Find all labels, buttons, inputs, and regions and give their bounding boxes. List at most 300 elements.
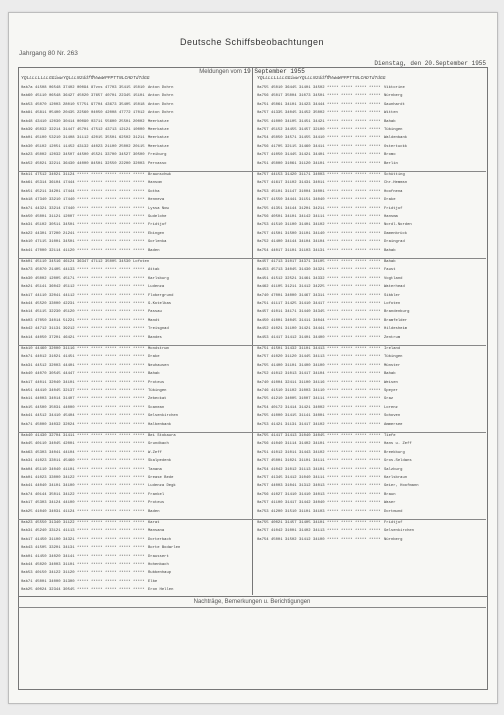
table-cell: 31101 [299,509,311,514]
table-cell: 15010 [133,86,145,90]
table-cell: ***** [355,161,367,166]
table-cell: 11452 [63,144,75,149]
table-cell: 31103 [299,248,311,253]
table-cell: ***** [119,240,131,245]
ship-name-cell: Brandenburg [384,310,410,315]
table-cell: ***** [327,492,339,497]
table-cell: 31443 [299,450,311,455]
table-cell: ***** [133,335,145,340]
table-cell: ***** [369,136,381,141]
table-cell: 0a751 [257,450,269,455]
table-cell: 0a754 [257,467,269,472]
table-cell: 45811 [35,111,47,116]
table-cell: 36104 [49,181,61,186]
table-cell: ***** [355,414,367,419]
table-cell: 53210 [49,136,61,141]
table-cell: ***** [355,153,367,158]
table-cell: 34003 [49,563,61,567]
table-cell: 45520 [35,302,47,306]
table-cell: 0a751 [257,347,269,351]
table-cell: ***** [119,579,131,584]
ship-name-cell: Schütting [384,173,405,177]
table-cell: ***** [77,414,89,419]
table-cell: ***** [341,442,353,447]
table-cell: 31431 [299,181,311,186]
table-cell: ***** [77,467,89,472]
table-cell: 31061 [285,161,297,166]
table-cell: ***** [369,459,381,464]
table-cell: ***** [119,414,131,419]
table-cell: 44012 [35,355,47,360]
table-cell: 31412 [285,335,297,340]
table-cell: ***** [327,405,339,410]
ship-name-cell: Pervasso [148,161,167,166]
table-cell: 44003 [35,397,47,402]
table-cell: ***** [91,268,103,273]
table-cell: 41012 [271,372,283,377]
table-cell: 34501 [313,94,325,99]
table-cell: 31211 [285,285,297,290]
table-cell: 35031 [49,405,61,410]
table-cell: 31101 [285,248,297,253]
table-cell: 34530 [119,260,131,264]
table-cell: ***** [77,563,89,567]
table-cell: 0ab74 [21,492,33,497]
table-cell: 31402 [299,442,311,447]
table-cell: 31124 [63,173,75,177]
table-cell: ***** [77,405,89,410]
table-cell: 41100 [271,501,283,506]
table-cell: ***** [119,293,131,298]
table-cell: 31073 [299,94,311,99]
table-cell: 31041 [285,484,297,489]
table-cell: 25002 [119,144,131,149]
ship-name-cell: Gros.Seldans [384,459,412,464]
table-cell: 0a753 [257,223,269,228]
table-cell: ***** [133,285,145,290]
table-cell: 45102 [35,223,47,228]
block-divider [18,519,486,520]
ship-name-cell: Draussert [148,554,169,559]
table-cell: ***** [341,215,353,219]
table-cell: 46421 [63,335,75,340]
table-cell: 31401 [299,223,311,228]
table-cell: ***** [355,136,367,141]
table-cell: 0ab60 [21,94,33,99]
table-cell: 43673 [105,102,117,107]
table-cell: ***** [327,434,339,438]
table-cell: ***** [369,310,381,315]
ship-name-cell: Gelsenkirchen [148,414,178,419]
table-cell: ***** [133,563,145,567]
table-cell: 0a755 [257,119,269,124]
table-cell: ***** [91,215,103,219]
ship-name-cell: Gaunhardt [384,102,405,107]
table-cell: ***** [341,414,353,419]
table-cell: ***** [105,302,117,306]
table-cell: ***** [341,318,353,323]
table-cell: ***** [369,223,381,228]
table-cell: 87vvs [91,86,103,90]
table-cell: 30500 [133,153,145,158]
table-cell: 41120 [63,248,75,253]
ship-name-cell: Draingrad [384,240,405,245]
table-cell: ***** [327,389,339,393]
table-cell: 45152 [271,128,283,132]
table-cell: ***** [355,492,367,497]
table-cell: ***** [91,476,103,480]
table-cell: ***** [133,173,145,177]
table-cell: ***** [341,537,353,542]
table-cell: 45002 [35,153,47,158]
table-cell: 31101 [299,347,311,351]
table-cell: ***** [327,327,339,332]
table-cell: 31100 [49,537,61,542]
table-cell: ***** [327,509,339,514]
table-cell: ***** [355,484,367,489]
table-cell: ***** [369,335,381,340]
table-cell: 0a451 [257,276,269,281]
table-cell: ***** [119,181,131,186]
table-cell: 31430 [299,268,311,273]
table-cell: ***** [91,422,103,427]
table-cell: ***** [369,484,381,489]
table-cell: ***** [91,206,103,211]
table-cell: 45000 [35,422,47,427]
table-cell: ***** [105,554,117,559]
table-cell: 44401 [63,363,75,368]
table-cell: 31412 [285,476,297,480]
table-cell: 0a755 [257,86,269,90]
table-cell: 45070 [35,102,47,107]
table-cell: 34421 [313,119,325,124]
ship-name-cell: Baden [148,248,160,253]
ship-name-cell: Attak [148,268,160,273]
table-cell: 31417 [299,372,311,377]
table-cell: 47772 [119,111,131,116]
table-cell: ***** [369,397,381,402]
table-cell: ***** [327,86,339,90]
table-cell: 0ab10 [21,347,33,351]
table-cell: ***** [119,442,131,447]
table-cell: ***** [105,529,117,534]
table-cell: 31410 [299,492,311,497]
table-cell: ***** [369,173,381,177]
table-cell: 41713 [271,260,283,264]
ship-name-cell: Anton Dohrn [148,86,174,90]
table-cell: ***** [327,260,339,264]
table-cell: ***** [327,136,339,141]
table-cell: 31432 [285,347,297,351]
column-header: N2ddff [77,76,94,81]
table-cell: ***** [91,310,103,315]
table-cell: ***** [119,529,131,534]
table-cell: 34111 [313,459,325,464]
table-cell: ***** [91,397,103,402]
table-cell: ***** [105,355,117,360]
table-cell: 0ab17 [21,380,33,385]
table-cell: ***** [341,102,353,107]
table-cell: 45713 [271,268,283,273]
table-cell: 0a755 [257,434,269,438]
table-cell: ***** [133,509,145,514]
table-cell: 42231 [63,302,75,306]
table-cell: ***** [369,161,381,166]
table-cell: 41617 [271,181,283,186]
table-cell: 41200 [271,509,283,514]
ship-name-cell: Meerkatze [148,119,169,124]
table-cell: 31116 [63,347,75,351]
table-cell: ***** [133,231,145,236]
table-cell: 31120 [285,355,297,360]
table-cell: 34371 [299,260,311,264]
table-cell: ***** [91,347,103,351]
table-cell: ***** [77,318,89,323]
table-cell: 41450 [35,554,47,559]
table-cell: ***** [77,181,89,186]
table-cell: ***** [327,302,339,306]
table-cell: 05400 [49,111,61,116]
table-cell: ***** [91,198,103,203]
table-cell: 45017 [271,94,283,99]
table-cell: ***** [91,563,103,567]
table-cell: 57751 [77,102,89,107]
table-cell: 0ab04 [21,467,33,472]
table-cell: ***** [119,372,131,377]
ship-name-cell: Gorlenka [148,240,167,245]
table-cell: 34002 [313,405,325,410]
table-cell: ***** [369,189,381,194]
table-cell: ***** [327,268,339,273]
table-cell: 33210 [49,198,61,203]
table-cell: 0ab51 [21,189,33,194]
table-cell: 37201 [49,335,61,340]
table-cell: ***** [133,459,145,464]
ship-name-cell: Lyssa Now [148,206,169,211]
table-cell: ***** [341,380,353,385]
table-cell: ***** [133,467,145,472]
table-cell: 31147 [285,189,297,194]
table-cell: ***** [355,467,367,472]
ship-name-cell: Geier, Hoofmann [384,484,419,489]
ship-name-cell: Hildesheim [384,327,408,332]
table-cell: ***** [77,198,89,203]
table-cell: 45112 [63,285,75,290]
table-cell: ***** [91,579,103,584]
table-cell: 0ab21 [21,285,33,290]
table-cell: 43410 [35,119,47,124]
table-cell: 34101 [63,380,75,385]
table-cell: 20115 [133,144,145,149]
table-cell: 31461 [299,276,311,281]
table-cell: ***** [369,434,381,438]
table-cell: 0a751 [257,102,269,107]
table-cell: 31402 [299,529,311,534]
table-cell: ***** [91,537,103,542]
table-cell: 40110 [35,442,47,447]
table-cell: ***** [105,248,117,253]
table-cell: ***** [369,347,381,351]
table-cell: ***** [91,450,103,455]
table-cell: ***** [119,509,131,514]
table-cell: ***** [355,111,367,116]
table-cell: 33214 [49,206,61,211]
table-cell: ***** [327,173,339,177]
column-header: N2ddff [313,76,330,81]
table-cell: ***** [341,310,353,315]
table-cell: 0ab31 [21,363,33,368]
table-cell: 34104 [299,240,311,245]
table-cell: ***** [355,128,367,132]
table-cell: ***** [369,215,381,219]
ship-name-cell: Treisgnad [148,327,169,332]
table-cell: 17440 [63,206,75,211]
table-cell: ***** [133,310,145,315]
table-cell: ***** [105,459,117,464]
table-cell: ***** [133,521,145,525]
table-cell: ***** [133,476,145,480]
table-cell: ***** [77,240,89,245]
table-cell: 45061 [271,102,283,107]
table-cell: 44000 [63,405,75,410]
table-cell: 06548 [49,86,61,90]
table-cell: ***** [341,198,353,203]
ship-name-cell: Sibbler [384,293,401,298]
table-cell: 0ab40 [21,372,33,377]
table-cell: ***** [105,276,117,281]
table-cell: 40024 [35,588,47,593]
table-cell: 31017 [285,260,297,264]
table-cell: 34444 [313,102,325,107]
table-cell: 37200 [49,231,61,236]
ship-name-cell: Viktorine [384,86,405,90]
table-cell: 45070 [35,268,47,273]
table-cell: 34040 [49,467,61,472]
table-cell: ***** [327,102,339,107]
ship-name-cell: Mondstrum [148,347,169,351]
ship-name-cell: Bahab [148,372,160,377]
table-cell: 34045 [49,389,61,393]
ship-name-cell: Anton Dohrn [148,102,174,107]
table-cell: 0a754 [257,248,269,253]
table-cell: ***** [327,94,339,99]
table-cell: ***** [355,231,367,236]
table-cell: ***** [355,397,367,402]
table-cell: 31013 [285,372,297,377]
table-cell: ***** [105,537,117,542]
table-cell: 41417 [271,335,283,340]
table-cell: 31021 [285,459,297,464]
table-cell: ***** [369,414,381,419]
table-cell: 33121 [49,529,61,534]
table-cell: 31001 [49,240,61,245]
table-cell: 0a462 [257,285,269,290]
column-header: GGiww [285,76,299,81]
ship-name-cell: Hansom [148,181,162,186]
table-cell: 41012 [271,450,283,455]
table-cell: ***** [77,588,89,593]
table-cell: ***** [355,189,367,194]
table-cell: ***** [77,206,89,211]
table-cell: 0ab48 [21,119,33,124]
table-cell: 34110 [313,389,325,393]
table-cell: ***** [77,509,89,514]
table-cell: 32041 [49,293,61,298]
table-cell: 31412 [299,537,311,542]
table-cell: ***** [133,347,145,351]
table-cell: ***** [133,554,145,559]
table-cell: ***** [133,327,145,332]
table-cell: ***** [327,529,339,534]
table-cell: ***** [133,248,145,253]
table-cell: 0a457 [257,260,269,264]
table-cell: ***** [105,492,117,497]
table-cell: ***** [327,231,339,236]
table-cell: 34000 [285,293,297,298]
table-cell: ***** [105,240,117,245]
table-cell: ***** [341,268,353,273]
table-cell: ***** [369,111,381,116]
table-cell: 41351 [271,206,283,211]
ship-name-cell: Vogtland [384,276,403,281]
table-cell: 31131 [285,422,297,427]
table-cell: 45521 [91,153,103,158]
table-cell: 34225 [313,285,325,290]
ship-name-cell: Skalpedenk [148,459,172,464]
table-cell: ***** [77,579,89,584]
table-cell: ***** [369,492,381,497]
table-cell: 31442 [299,501,311,506]
table-cell: 31445 [299,355,311,360]
table-cell: ***** [133,588,145,593]
table-cell: 31510 [285,509,297,514]
footer-rule [18,607,486,608]
table-cell: ***** [341,363,353,368]
table-cell: 32411 [285,380,297,385]
table-cell: ***** [105,588,117,593]
table-cell: 34045 [285,268,297,273]
ship-name-cell: Braun [384,492,396,497]
table-cell: 34102 [313,223,325,228]
ship-name-cell: Fridtjof [148,223,167,228]
table-cell: ***** [105,285,117,290]
table-cell: ***** [327,380,339,385]
table-cell: ***** [133,450,145,455]
table-cell: 31421 [299,327,311,332]
table-cell: ***** [105,563,117,567]
table-cell: 34045 [285,318,297,323]
table-cell: 45102 [35,144,47,149]
table-cell: 32214 [49,128,61,132]
table-cell: ***** [133,198,145,203]
table-cell: 0ab31 [21,529,33,534]
table-cell: ***** [105,181,117,186]
table-cell: 34111 [313,476,325,480]
table-cell: 31457 [285,521,297,525]
table-cell: 44070 [35,372,47,377]
table-cell: ***** [327,189,339,194]
table-cell: 45701 [77,128,89,132]
table-cell: 0a756 [257,94,269,99]
table-cell: 41000 [271,414,283,419]
table-cell: 0a755 [257,206,269,211]
table-cell: 44023 [91,144,103,149]
table-cell: ***** [341,173,353,177]
table-cell: 45100 [35,136,47,141]
table-cell: 34131 [63,546,75,551]
ship-name-cell: Lofoten [133,260,150,264]
table-cell: 34104 [313,240,325,245]
